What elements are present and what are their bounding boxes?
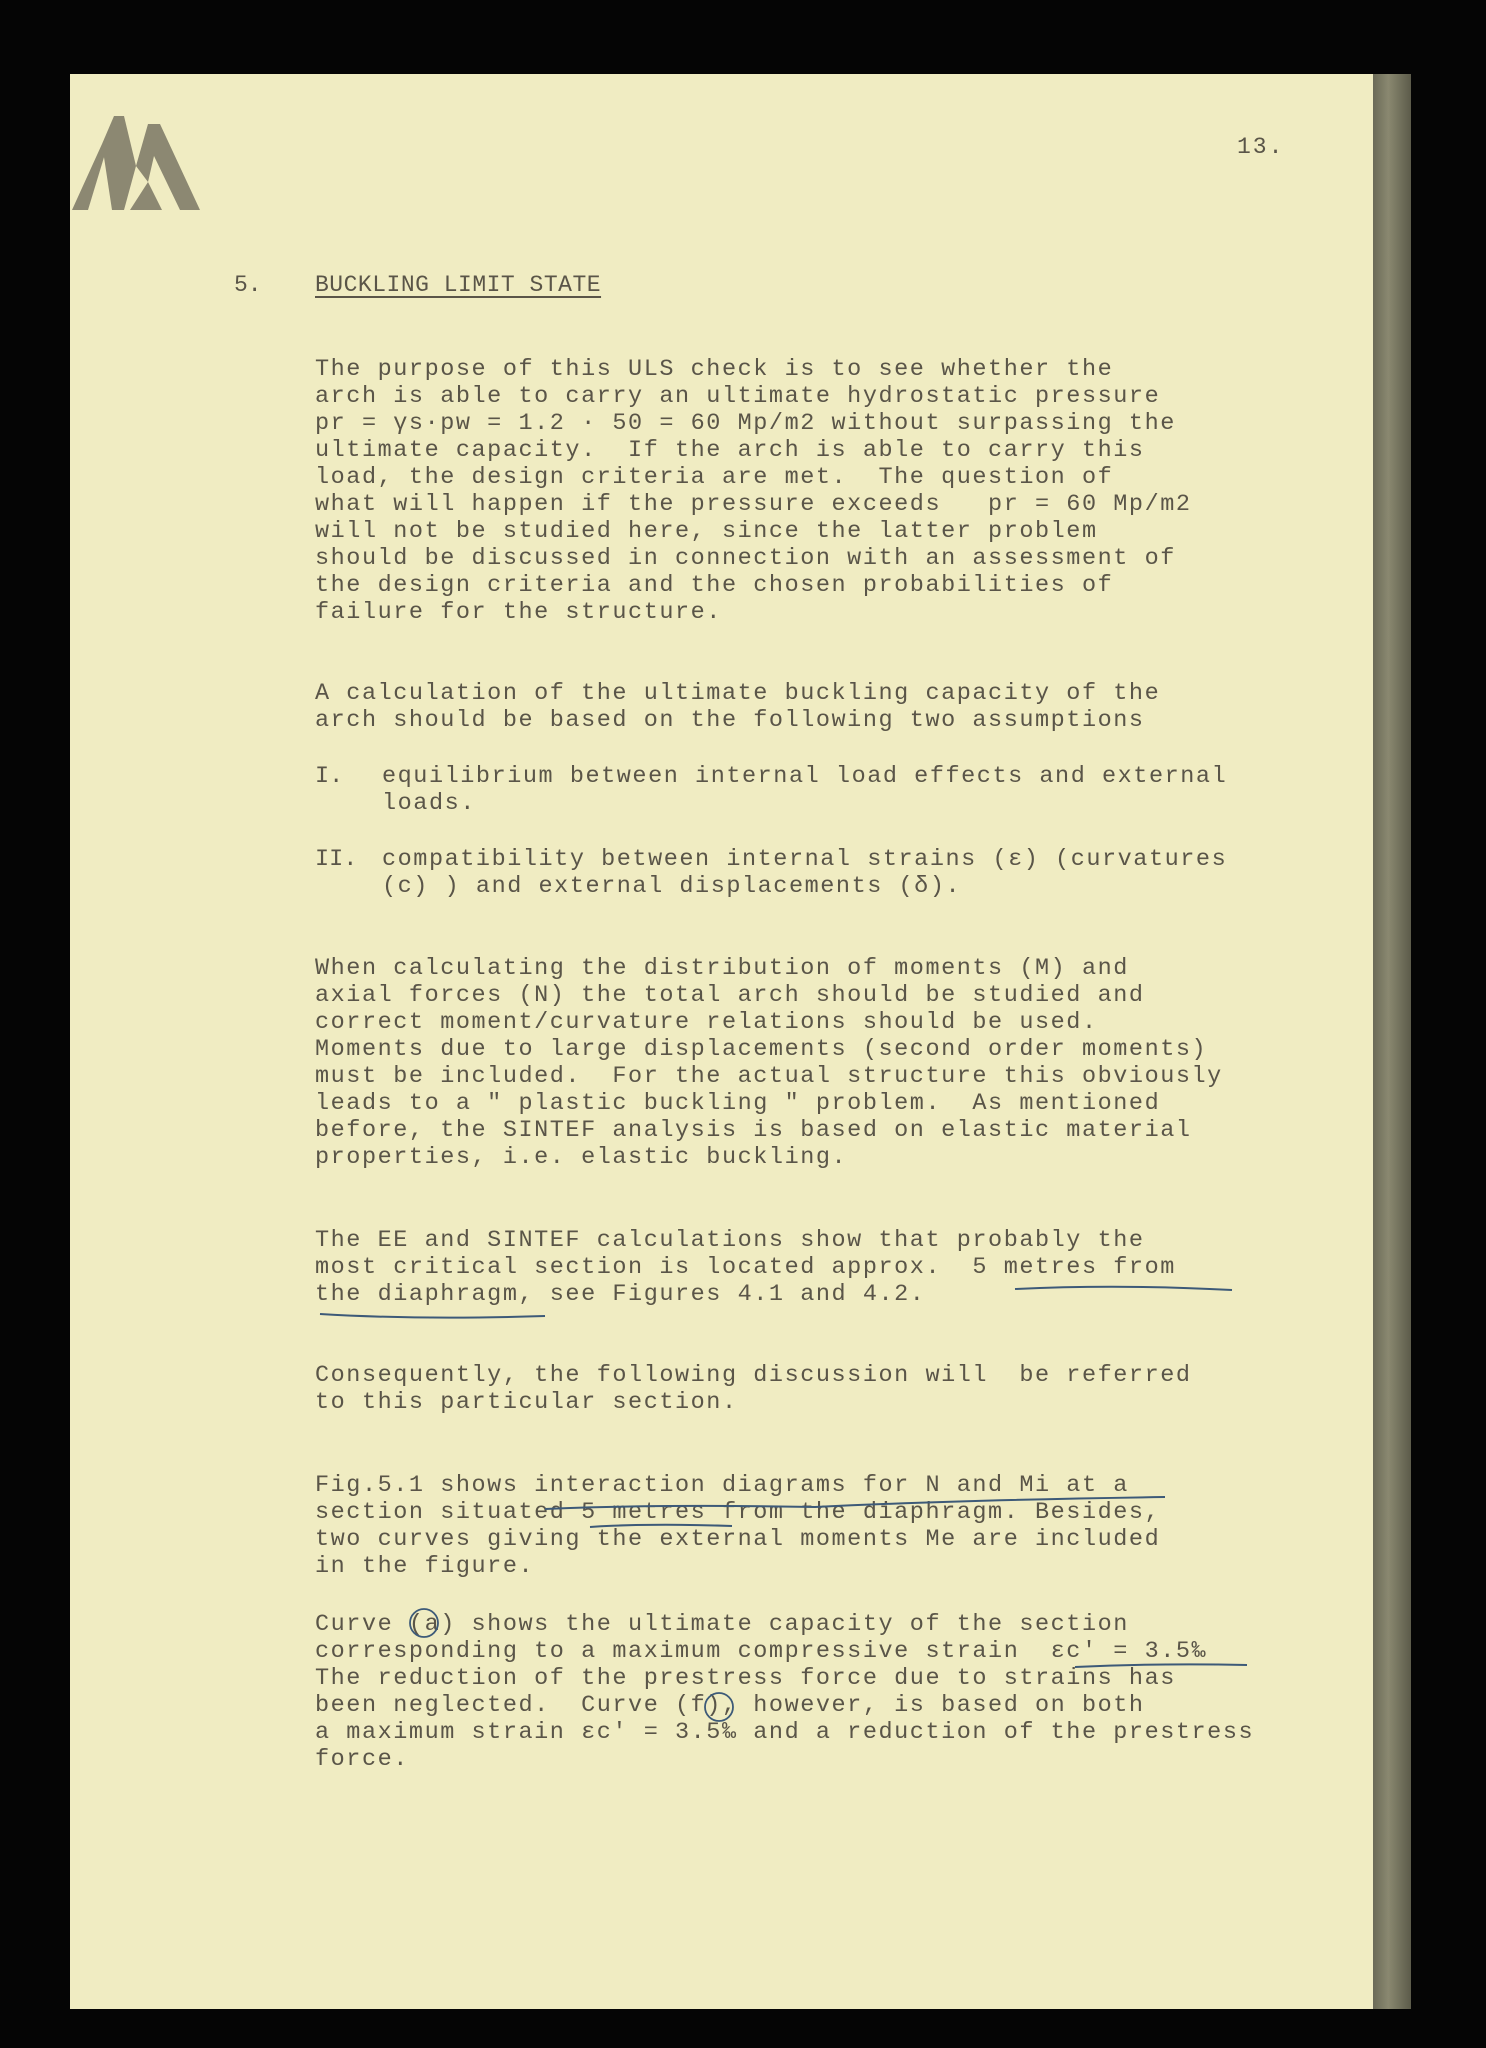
company-logo xyxy=(72,116,200,210)
section-title: BUCKLING LIMIT STATE xyxy=(315,272,602,298)
paragraph-calculation: A calculation of the ultimate buckling capacity of the arch should be based on the following two assumptions xyxy=(315,680,1161,734)
paragraph-curves: Curve (a) shows the ultimate capacity of the section corresponding to a maximum compressive strain εc' = 3.5‰ The reduction of the prestress force due to strains has been neglected. Curve (f), however, is based on both a maximum strain εc' = 3.5‰ and a reduction of the prestress force. xyxy=(315,1611,1255,1773)
paragraph-critical-section: The EE and SINTEF calculations show that probably the most critical section is located approx. 5 metres from the diaphragm, see Figures 4.1 and 4.2. xyxy=(315,1227,1176,1308)
paragraph-moments: When calculating the distribution of moments (M) and axial forces (N) the total arch should be studied and correct moment/curvature relations should be used. Moments due to large displacements (second order moments) must be included. For the actual structure this obviously leads to a " plastic buckling " problem. As mentioned before, the SINTEF analysis is based on elastic material properties, i.e. elastic buckling. xyxy=(315,955,1223,1171)
section-number: 5. xyxy=(234,272,262,298)
page-number: 13. xyxy=(1237,134,1285,160)
list-item-number: I. xyxy=(315,763,344,790)
list-item-text: equilibrium between internal load effects and external loads. xyxy=(382,763,1228,817)
paragraph-consequently: Consequently, the following discussion will be referred to this particular section. xyxy=(315,1362,1192,1416)
list-item-text: compatibility between internal strains (ε) (curvatures (c) ) and external displacements (δ). xyxy=(382,846,1228,900)
list-item-number: II. xyxy=(315,846,358,873)
paragraph-purpose: The purpose of this ULS check is to see whether the arch is able to carry an ultimate hydrostatic pressure pr = γs·pw = 1.2 · 50 = 60 Mp/m2 without surpassing the ultimate capacity. If the arch is able to carry this load, the design criteria are met. The question of what will happen if the pressure exceeds pr = 60 Mp/m2 will not be studied here, since the latter problem should be discussed in connection with an assessment of the design criteria and the chosen probabilities of failure for the structure. xyxy=(315,356,1192,626)
binding-edge xyxy=(1373,74,1411,2009)
paragraph-fig51: Fig.5.1 shows interaction diagrams for N and Mi at a section situated 5 metres from the diaphragm. Besides, two curves giving the external moments Me are included in the figure. xyxy=(315,1472,1161,1580)
